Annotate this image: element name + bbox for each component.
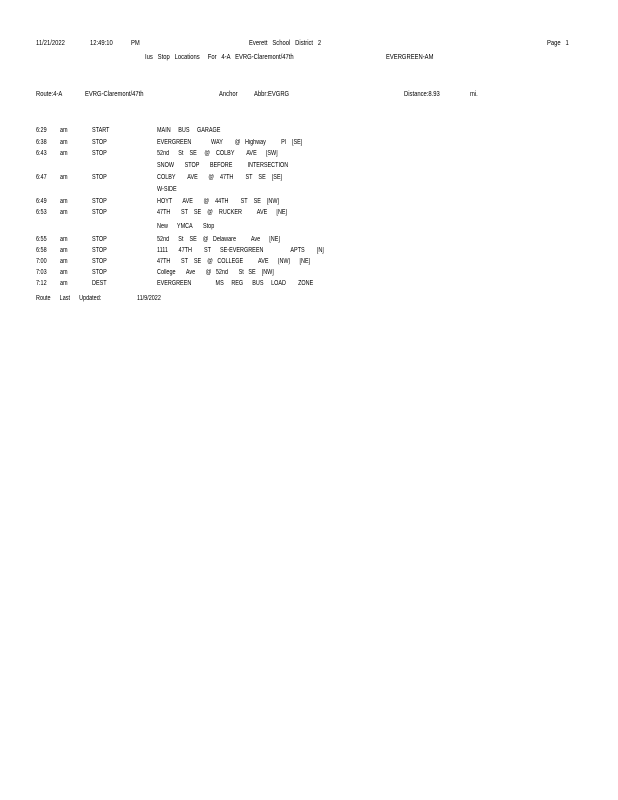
stop-location: MAIN BUS GARAGE: [157, 127, 221, 134]
stop-type: DEST: [92, 280, 107, 287]
last-updated-label: Route Last Updated:: [36, 295, 102, 302]
district-name: Everett School District 2: [249, 38, 322, 47]
stop-location: 52nd St SE @ COLBY AVE [SW]: [157, 150, 278, 157]
stop-ampm: am: [60, 258, 68, 265]
stop-time: 7:03: [36, 269, 47, 276]
report-time: 12:49:10: [90, 38, 113, 47]
stop-type: STOP: [92, 139, 107, 146]
stop-ampm: am: [60, 209, 68, 216]
stop-location: 1111 47TH ST SE-EVERGREEN APTS [N]: [157, 247, 324, 254]
stop-time: 6:43: [36, 150, 47, 157]
stop-time: 6:47: [36, 174, 47, 181]
stop-time: 6:55: [36, 236, 47, 243]
stop-time: 6:53: [36, 209, 47, 216]
stop-type: STOP: [92, 174, 107, 181]
stop-location: COLBY AVE @ 47TH ST SE [SE]: [157, 174, 283, 181]
route-id: Route:4-A: [36, 89, 63, 98]
stop-type: STOP: [92, 209, 107, 216]
stop-note: SNOW STOP BEFORE INTERSECTION: [157, 162, 289, 169]
report-subtitle: Ius Stop Locations For 4-A EVRG-Claremont/47th: [145, 52, 294, 61]
route-group: EVERGREEN-AM: [386, 52, 434, 61]
stop-ampm: am: [60, 139, 68, 146]
stop-time: 6:58: [36, 247, 47, 254]
stop-type: STOP: [92, 198, 107, 205]
stop-time: 6:29: [36, 127, 47, 134]
stop-note: New YMCA Stop: [157, 223, 215, 230]
distance-unit: mi.: [470, 89, 478, 98]
stop-type: STOP: [92, 150, 107, 157]
last-updated-date: 11/9/2022: [137, 295, 161, 302]
stop-ampm: am: [60, 269, 68, 276]
route-abbr: Abbr:EVGRG: [254, 89, 290, 98]
stop-time: 6:38: [36, 139, 47, 146]
stop-ampm: am: [60, 174, 68, 181]
stop-ampm: am: [60, 236, 68, 243]
route-distance: Distance:8.93: [404, 89, 440, 98]
stop-type: STOP: [92, 247, 107, 254]
stop-location: EVERGREEN WAY @ Highway Pl [SE]: [157, 139, 303, 146]
stop-time: 6:49: [36, 198, 47, 205]
stop-location: 52nd St SE @ Delaware Ave [NE]: [157, 236, 280, 243]
stop-location: 47TH ST SE @ COLLEGE AVE (NW) [NE]: [157, 258, 311, 265]
report-date: 11/21/2022: [36, 38, 65, 47]
stop-location: HOYT AVE @ 44TH ST SE [NW]: [157, 198, 280, 205]
report-ampm: PM: [131, 38, 140, 47]
stop-location: EVERGREEN MS REG BUS LOAD ZONE: [157, 280, 314, 287]
stop-time: 7:00: [36, 258, 47, 265]
stop-ampm: am: [60, 247, 68, 254]
stop-type: STOP: [92, 236, 107, 243]
stop-ampm: am: [60, 150, 68, 157]
stop-type: START: [92, 127, 110, 134]
route-name: EVRG-Claremont/47th: [85, 89, 144, 98]
stop-type: STOP: [92, 258, 107, 265]
stop-ampm: am: [60, 198, 68, 205]
stop-location: College Ave @ 52nd St SE [NW]: [157, 269, 274, 276]
stop-time: 7:12: [36, 280, 47, 287]
anchor-label: Anchor: [219, 89, 238, 98]
stop-note: W-SIDE: [157, 186, 177, 193]
stop-type: STOP: [92, 269, 107, 276]
stop-location: 47TH ST SE @ RUCKER AVE [NE]: [157, 209, 288, 216]
stop-ampm: am: [60, 280, 68, 287]
stop-ampm: am: [60, 127, 68, 134]
page-number: Page 1: [547, 38, 569, 47]
